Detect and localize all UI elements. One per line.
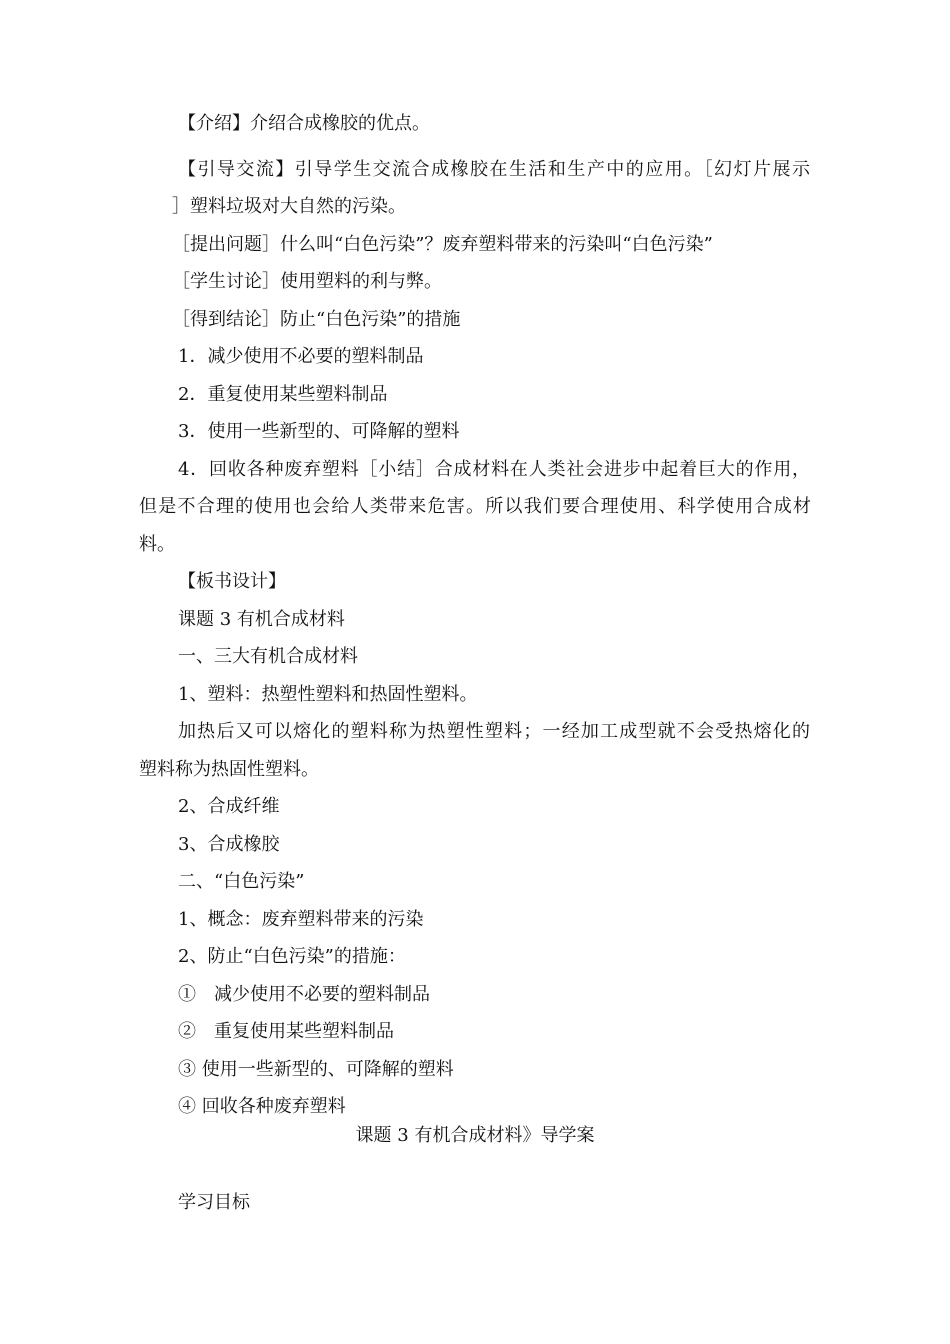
intro-paragraph: 【介绍】介绍合成橡胶的优点。 — [178, 113, 430, 134]
summary-continuation: 但是不合理的使用也会给人类带来危害。所以我们要合理使用、科学使用合成材 — [139, 496, 811, 517]
measure-item-1: 1．减少使用不必要的塑料制品 — [178, 346, 424, 367]
concept-item: 1、概念：废弃塑料带来的污染 — [178, 909, 424, 930]
prevention-item-3: ③ 使用一些新型的、可降解的塑料 — [178, 1059, 454, 1080]
prevention-item-4: ④ 回收各种废弃塑料 — [178, 1096, 346, 1117]
synthetic-fiber-item: 2、合成纤维 — [178, 796, 280, 817]
section-one-heading: 一、三大有机合成材料 — [178, 646, 358, 667]
prevention-heading: 2、防止“白色污染”的措施： — [178, 946, 406, 967]
section-two-heading: 二、“白色污染” — [178, 871, 305, 892]
learning-objectives-heading: 学习目标 — [178, 1192, 250, 1213]
board-design-heading: 【板书设计】 — [178, 571, 286, 592]
plastics-definition: 加热后又可以熔化的塑料称为热塑性塑料；一经加工成型就不会受热熔化的 — [178, 721, 810, 742]
raise-question-line: ［提出问题］什么叫“白色污染”？废弃塑料带来的污染叫“白色污染” — [172, 234, 713, 255]
measure-item-3: 3．使用一些新型的、可降解的塑料 — [178, 421, 460, 442]
guide-title: 课题 3 有机合成材料》导学案 — [355, 1125, 595, 1146]
prevention-item-1: ① 减少使用不必要的塑料制品 — [178, 984, 430, 1005]
plastics-item: 1、塑料：热塑性塑料和热固性塑料。 — [178, 684, 478, 705]
summary-end: 料。 — [139, 534, 175, 555]
measure-item-2: 2．重复使用某些塑料制品 — [178, 384, 388, 405]
student-discussion-line: ［学生讨论］使用塑料的利与弊。 — [172, 271, 442, 292]
prevention-item-2: ② 重复使用某些塑料制品 — [178, 1021, 394, 1042]
synthetic-rubber-item: 3、合成橡胶 — [178, 834, 280, 855]
measure-item-4-summary: 4．回收各种废弃塑料［小结］合成材料在人类社会进步中起着巨大的作用， — [178, 459, 810, 480]
board-title: 课题 3 有机合成材料 — [178, 609, 345, 630]
guide-exchange-paragraph: 【引导交流】引导学生交流合成橡胶在生活和生产中的应用。［幻灯片展示 — [178, 159, 810, 180]
conclusion-line: ［得到结论］防止“白色污染”的措施 — [172, 309, 461, 330]
plastics-definition-continuation: 塑料称为热固性塑料。 — [139, 759, 319, 780]
guide-exchange-continuation: ］塑料垃圾对大自然的污染。 — [172, 196, 406, 217]
